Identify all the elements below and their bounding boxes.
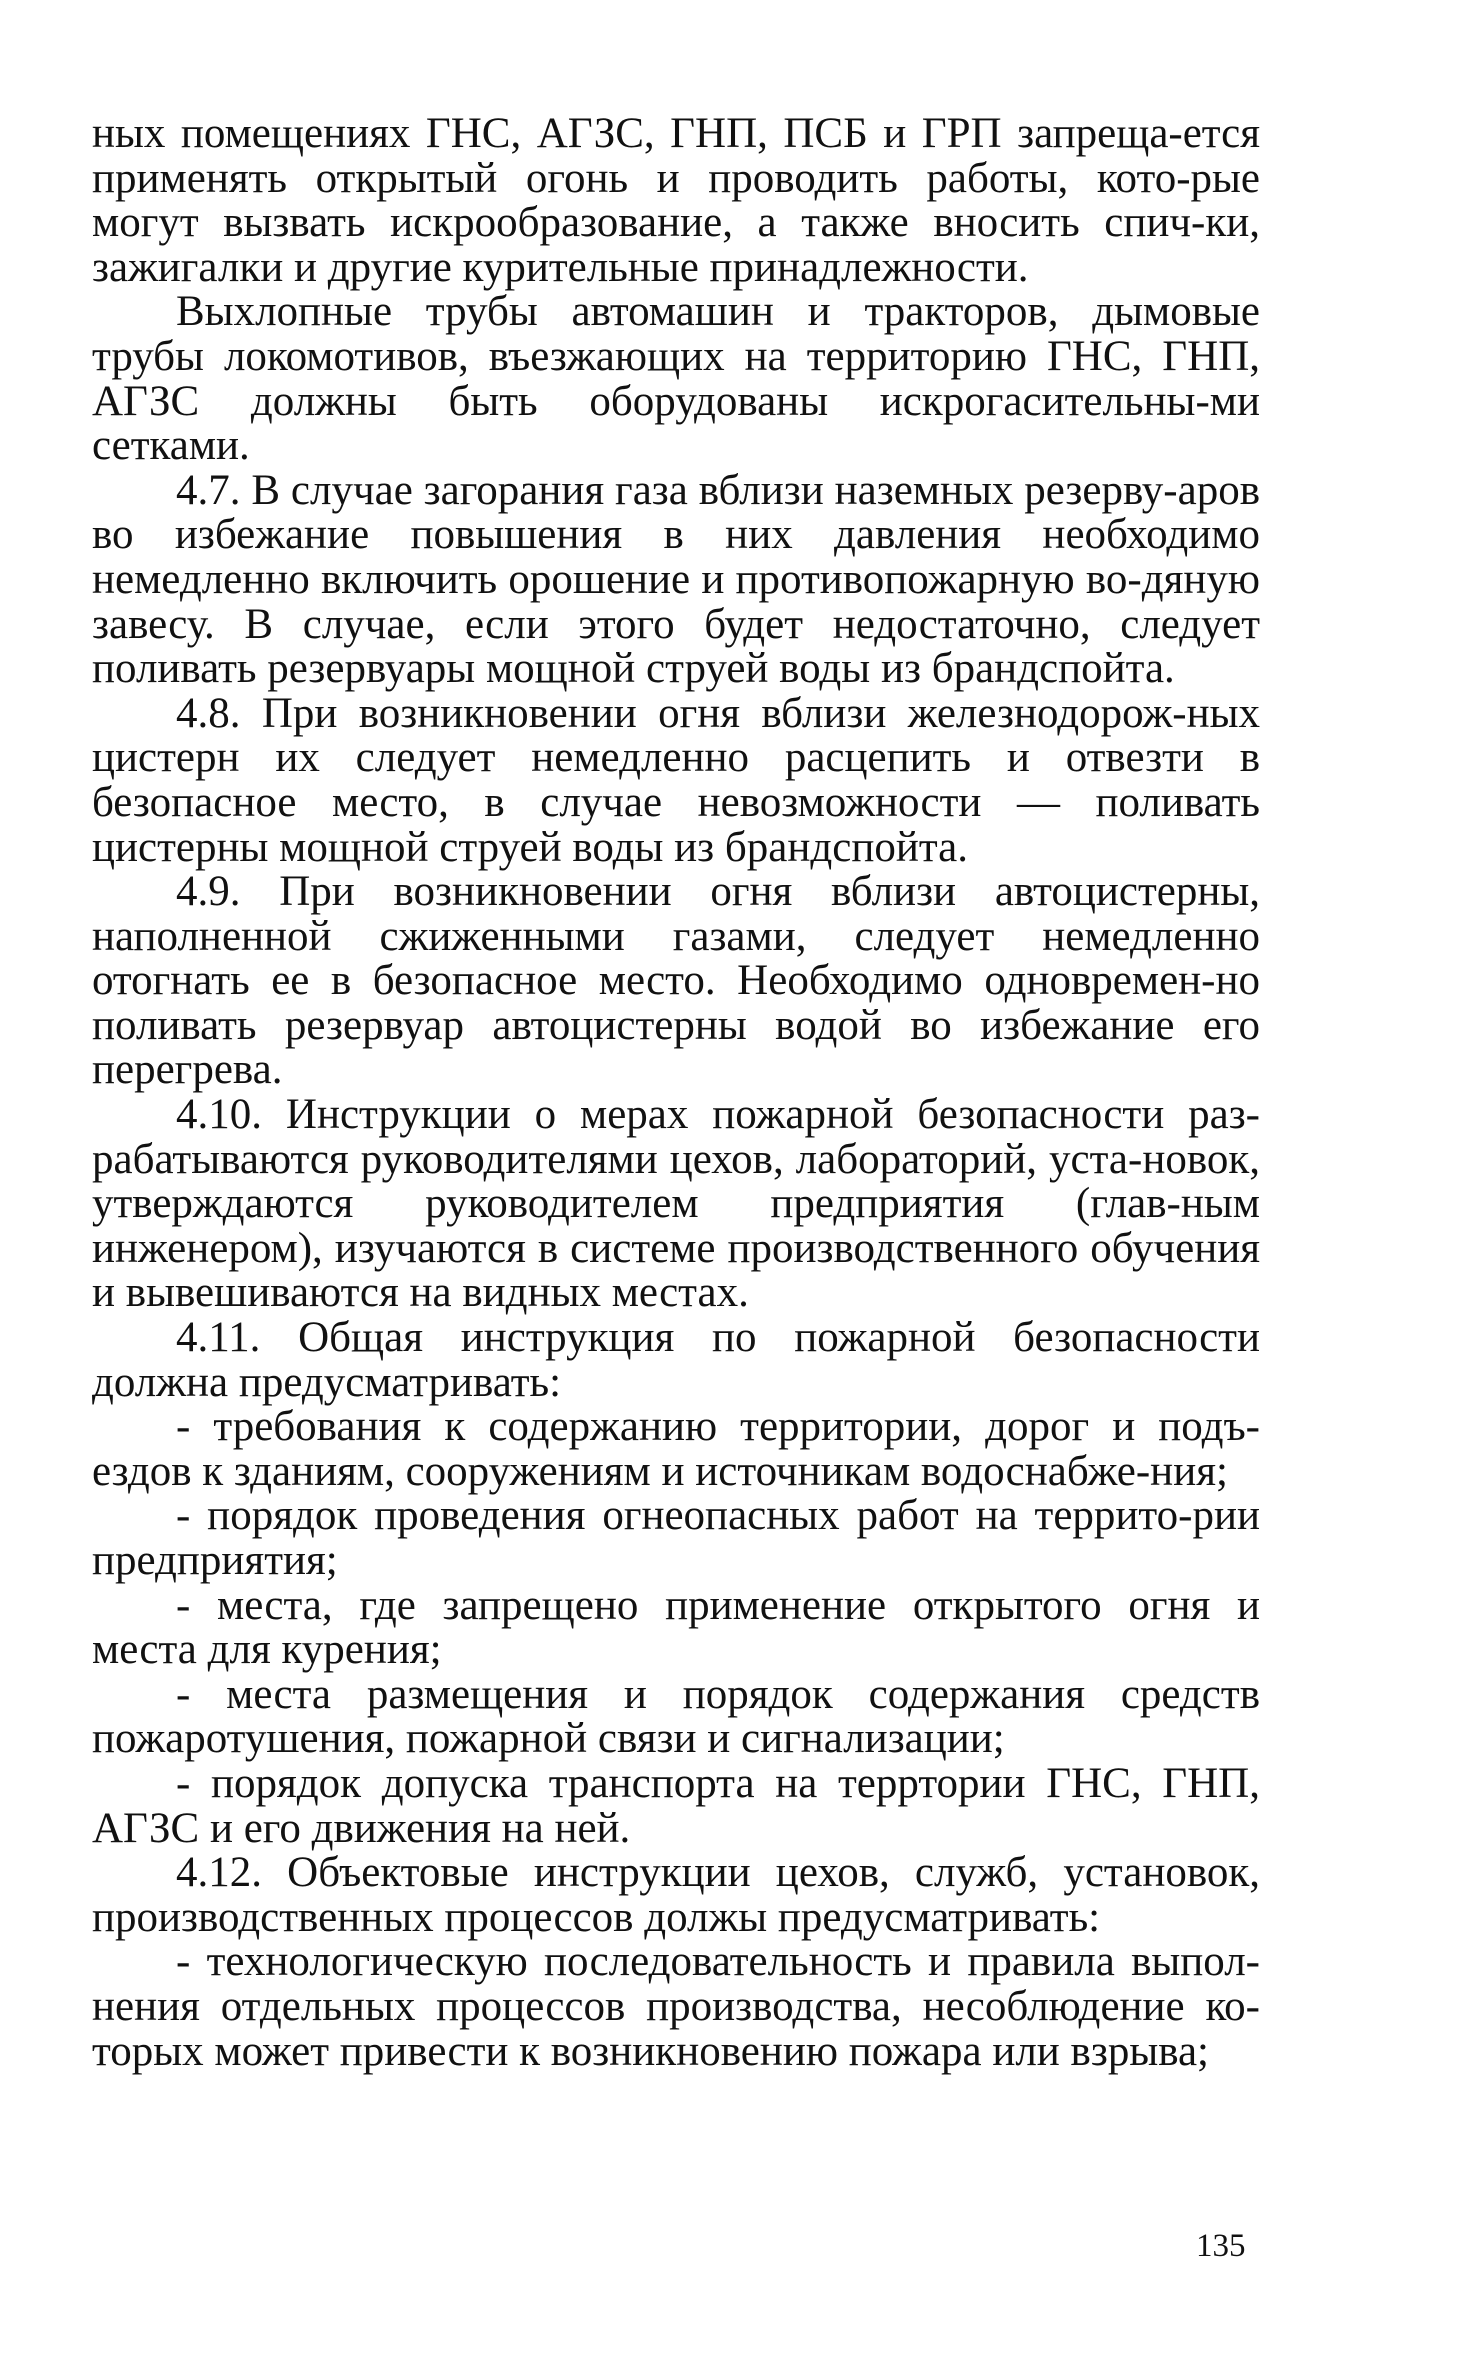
list-item: - требования к содержанию территории, дорог и подъ-ездов к зданиям, сооружениям и источникам водоснабже-ния; <box>92 1403 1260 1495</box>
paragraph-4-7: 4.7. В случае загорания газа вблизи наземных резерву-аров во избежание повышения в них давления необходимо немедленно включить орошение и противопожарную во-дяную завесу. В случае, если этого будет недостаточно, следует поливать резервуары мощной струей воды из брандспойта. <box>92 466 1260 693</box>
document-body <box>92 112 1260 2074</box>
paragraph-4-8: 4.8. При возникновении огня вблизи железнодорож-ных цистерн их следует немедленно расцепить и отвезти в безопасное место, в случае невозможности — поливать цистерны мощной струей воды из брандспойта. <box>92 689 1260 871</box>
paragraph-4-10: 4.10. Инструкции о мерах пожарной безопасности раз-рабатываются руководителями цехов, лабораторий, уста-новок, утверждаются руководителем предприятия (глав-ным инженером), изучаются в системе производственного обучения и вывешиваются на видных местах. <box>92 1091 1260 1317</box>
paragraph-exhaust-pipes: Выхлопные трубы автомашин и тракторов, дымовые трубы локомотивов, въезжающих на территорию ГНС, ГНП, АГЗС должны быть оборудованы искрогасительны-ми сетками. <box>92 288 1260 470</box>
paragraph-4-11: 4.11. Общая инструкция по пожарной безопасности должна предусматривать: <box>92 1314 1260 1406</box>
list-item: - технологическую последовательность и правила выпол-нения отдельных процессов производства, несоблюдение ко-торых может привести к возникновению пожара или взрыва; <box>92 1938 1260 2075</box>
paragraph-continuation: ных помещениях ГНС, АГЗС, ГНП, ПСБ и ГРП запреща-ется применять открытый огонь и проводить работы, кото-рые могут вызвать искрообразование, а также вносить спич-ки, зажигалки и другие курительные принадлежности. <box>92 110 1260 291</box>
page-number: 135 <box>1196 2228 1246 2264</box>
paragraph-4-9: 4.9. При возникновении огня вблизи автоцистерны, наполненной сжиженными газами, следует немедленно отогнать ее в безопасное место. Необходимо одновремен-но поливать резервуар автоцистерны водой во избежание его перегрева. <box>92 868 1260 1094</box>
list-item: - места, где запрещено применение открытого огня и места для курения; <box>92 1581 1260 1674</box>
paragraph-4-12: 4.12. Объектовые инструкции цехов, служб, установок, производственных процессов должы предусматривать: <box>92 1849 1260 1941</box>
list-item: - порядок проведения огнеопасных работ на террито-рии предприятия; <box>92 1492 1260 1584</box>
list-item: - места размещения и порядок содержания средств пожаротушения, пожарной связи и сигнализации; <box>92 1670 1260 1763</box>
list-item: - порядок допуска транспорта на терртории ГНС, ГНП, АГЗС и его движения на ней. <box>92 1759 1260 1852</box>
